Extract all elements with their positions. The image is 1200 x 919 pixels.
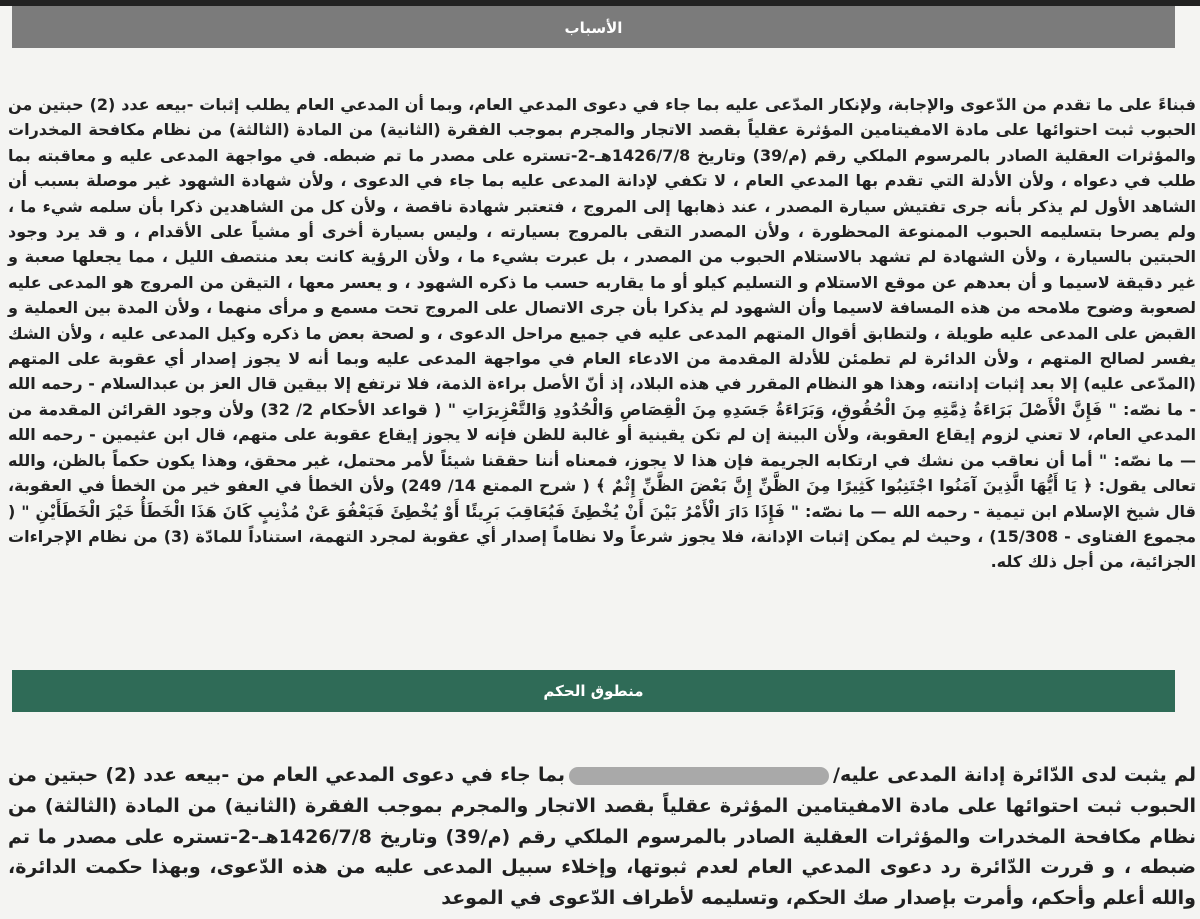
verdict-paragraph <box>8 760 1196 914</box>
reasons-body <box>8 92 1196 575</box>
reasons-title: الأسباب <box>564 19 623 37</box>
verdict-body <box>8 760 1196 914</box>
reasons-section-header <box>12 6 1175 48</box>
reasons-paragraph: فبناءً على ما تقدم من الدّعوى والإجابة، ولإنكار المدّعى عليه بما جاء في دعوى المدعي العام، وبما أن المدعي العام يطلب إثبات -بيعه عدد (2) حبتين من الحبوب ثبت احتوائها على مادة الامفيتامين المؤثرة عقلياً بقصد الاتجار والمجرم بموجب الفقرة (الثانية) من المادة (الثالثة) من نظام مكافحة المخدرات والمؤثرات العقلية الصادر بالمرسوم الملكي رقم (م/39) وتاريخ 1426/7/8هـ-2-تستره على مصدر ما تم ضبطه. في مواجهة المدعى عليه و معاقبته بما طلب في دعواه ، ولأن الأدلة التي تقدم بها المدعي العام ، لا تكفي لإدانة المدعى عليه بما جاء في الدعوى ، ولأن شهادة الشهود غير موصلة بسبب أن الشاهد الأول لم يذكر بأنه جرى تفتيش سيارة المصدر ، عند ذهابها إلى المروج ، فتعتبر شهادة ناقصة ، ولأن كل من الشاهدين ذكرا بأن سلمه شيء ما ، ولم يصرحا بتسليمه الحبوب الممنوعة المحظورة ، ولأن المصدر التقى بالمروج بسيارته ، وليس بسيارة أخرى أو مشياً على الأقدام ، و قد يرد وجود الحبتين بالسيارة ، ولأن الشهادة لم تشهد بالاستلام الحبوب من المصدر ، بل عبرت بشيء ما ، ولأن الرؤية كانت بعد منتصف الليل ، مما يجعلها صعبة و غير دقيقة لاسيما و أن بعدهم عن موقع الاستلام و التسليم كيلو أو ما يقاربه حسب ما ذكره الشهود ، و يعسر معها ، التيقن من المروج هو المدعى عليه لصعوبة وضوح ملامحه من هذه المسافة لاسيما وأن الشهود لم يذكرا بأن جرى الاتصال على المروج تحت مسمع و مرأى منهما ، ولأن المدة بين العملية و القبض على المدعى عليه طويلة ، ولتطابق أقوال المتهم المدعى عليه في جميع مراحل الدعوى ، و لصحة بعض ما ذكره وكيل المدعى عليه ، ولأن الشك يفسر لصالح المتهم ، ولأن الدائرة لم تطمئن للأدلة المقدمة من الادعاء العام في مواجهة المدعى عليه وبما أنه لا يجوز إصدار أي عقوبة على المتهم (المدّعى عليه) إلا بعد إثبات إدانته، وهذا هو النظام المقرر في هذه البلاد، إذ أنّ الأصل براءة الذمة، فلا ترتفع إلا بيقين قال العز بن عبدالسلام - رحمه الله - ما نصّه: " فَإِنَّ الْأَصْلَ بَرَاءَةُ ذِمَّتِهِ مِنَ الْحُقُوقِ، وَبَرَاءَةُ جَسَدِهِ مِنَ الْقِصَاصِ وَالْحُدُودِ وَالتَّعْزِيرَاتِ " ( قواعد الأحكام 2/ 32) ولأن وجود القرائن المقدمة من المدعي العام، لا تعني لزوم إيقاع العقوبة، ولأن البينة إن لم تكن يقينية أو غالبة للظن فإنه لا يجوز إيقاع عقوبة على متهم، قال ابن عثيمين - رحمه الله — ما نصّه: " أما أن نعاقب من نشك في ارتكابه الجريمة فإن هذا لا يجوز، فمعناه أننا حققنا شيئاً لأمر محتمل، غير محقق، وهذا يكون حكماً بالظن، والله تعالى يقول: ﴿ يَا أَيُّهَا الَّذِينَ آمَنُوا اجْتَنِبُوا كَثِيرًا مِنَ الظَّنِّ إِنَّ بَعْضَ الظَّنِّ إِثْمٌ ﴾ ( شرح الممتع 14/ 249) ولأن الخطأ في العفو خير من الخطأ في العقوبة، قال شيخ الإسلام ابن تيمية - رحمه الله — ما نصّه: " فَإِذَا دَارَ الْأَمْرُ بَيْنَ أَنْ يُخْطِئَ فَيُعَاقِبَ بَرِيئًا أَوْ يُخْطِئَ فَيَعْفُوَ عَنْ مُذْنِبٍ كَانَ هَذَا الْخَطَأُ خَيْرَ الْخَطَأَيْنِ " ( مجموع الفتاوى - 15/308) ، وحيث لم يمكن إثبات الإدانة، فلا يجوز شرعاً ولا نظاماً إصدار أي عقوبة لمجرد التهمة، استناداً للمادّة (3) من نظام الإجراءات الجزائية، من أجل ذلك كله. <box>8 95 1197 572</box>
redacted-name <box>569 767 829 785</box>
verdict-text-start: لم يثبت لدى الدّائرة إدانة المدعى عليه/ <box>833 764 1196 786</box>
verdict-section-header <box>12 670 1175 712</box>
verdict-title: منطوق الحكم <box>543 682 644 700</box>
verdict-text-rest: بما جاء في دعوى المدعي العام من -بيعه عدد (2) حبتين من الحبوب ثبت احتوائها على مادة الامفيتامين المؤثرة عقلياً بقصد الاتجار والمجرم بموجب الفقرة (الثانية) من المادة (الثالثة) من نظام مكافحة المخدرات والمؤثرات العقلية الصادر بالمرسوم الملكي رقم (م/39) وتاريخ 1426/7/8هـ-2-تستره على مصدر ما تم ضبطه ، و قررت الدّائرة رد دعوى المدعي العام لعدم ثبوتها، وإخلاء سبيل المدعى عليه من هذه الدّعوى، وبهذا حكمت الدائرة، والله أعلم وأحكم، وأمرت بإصدار صك الحكم، وتسليمه لأطراف الدّعوى في الموعد <box>8 764 1196 910</box>
